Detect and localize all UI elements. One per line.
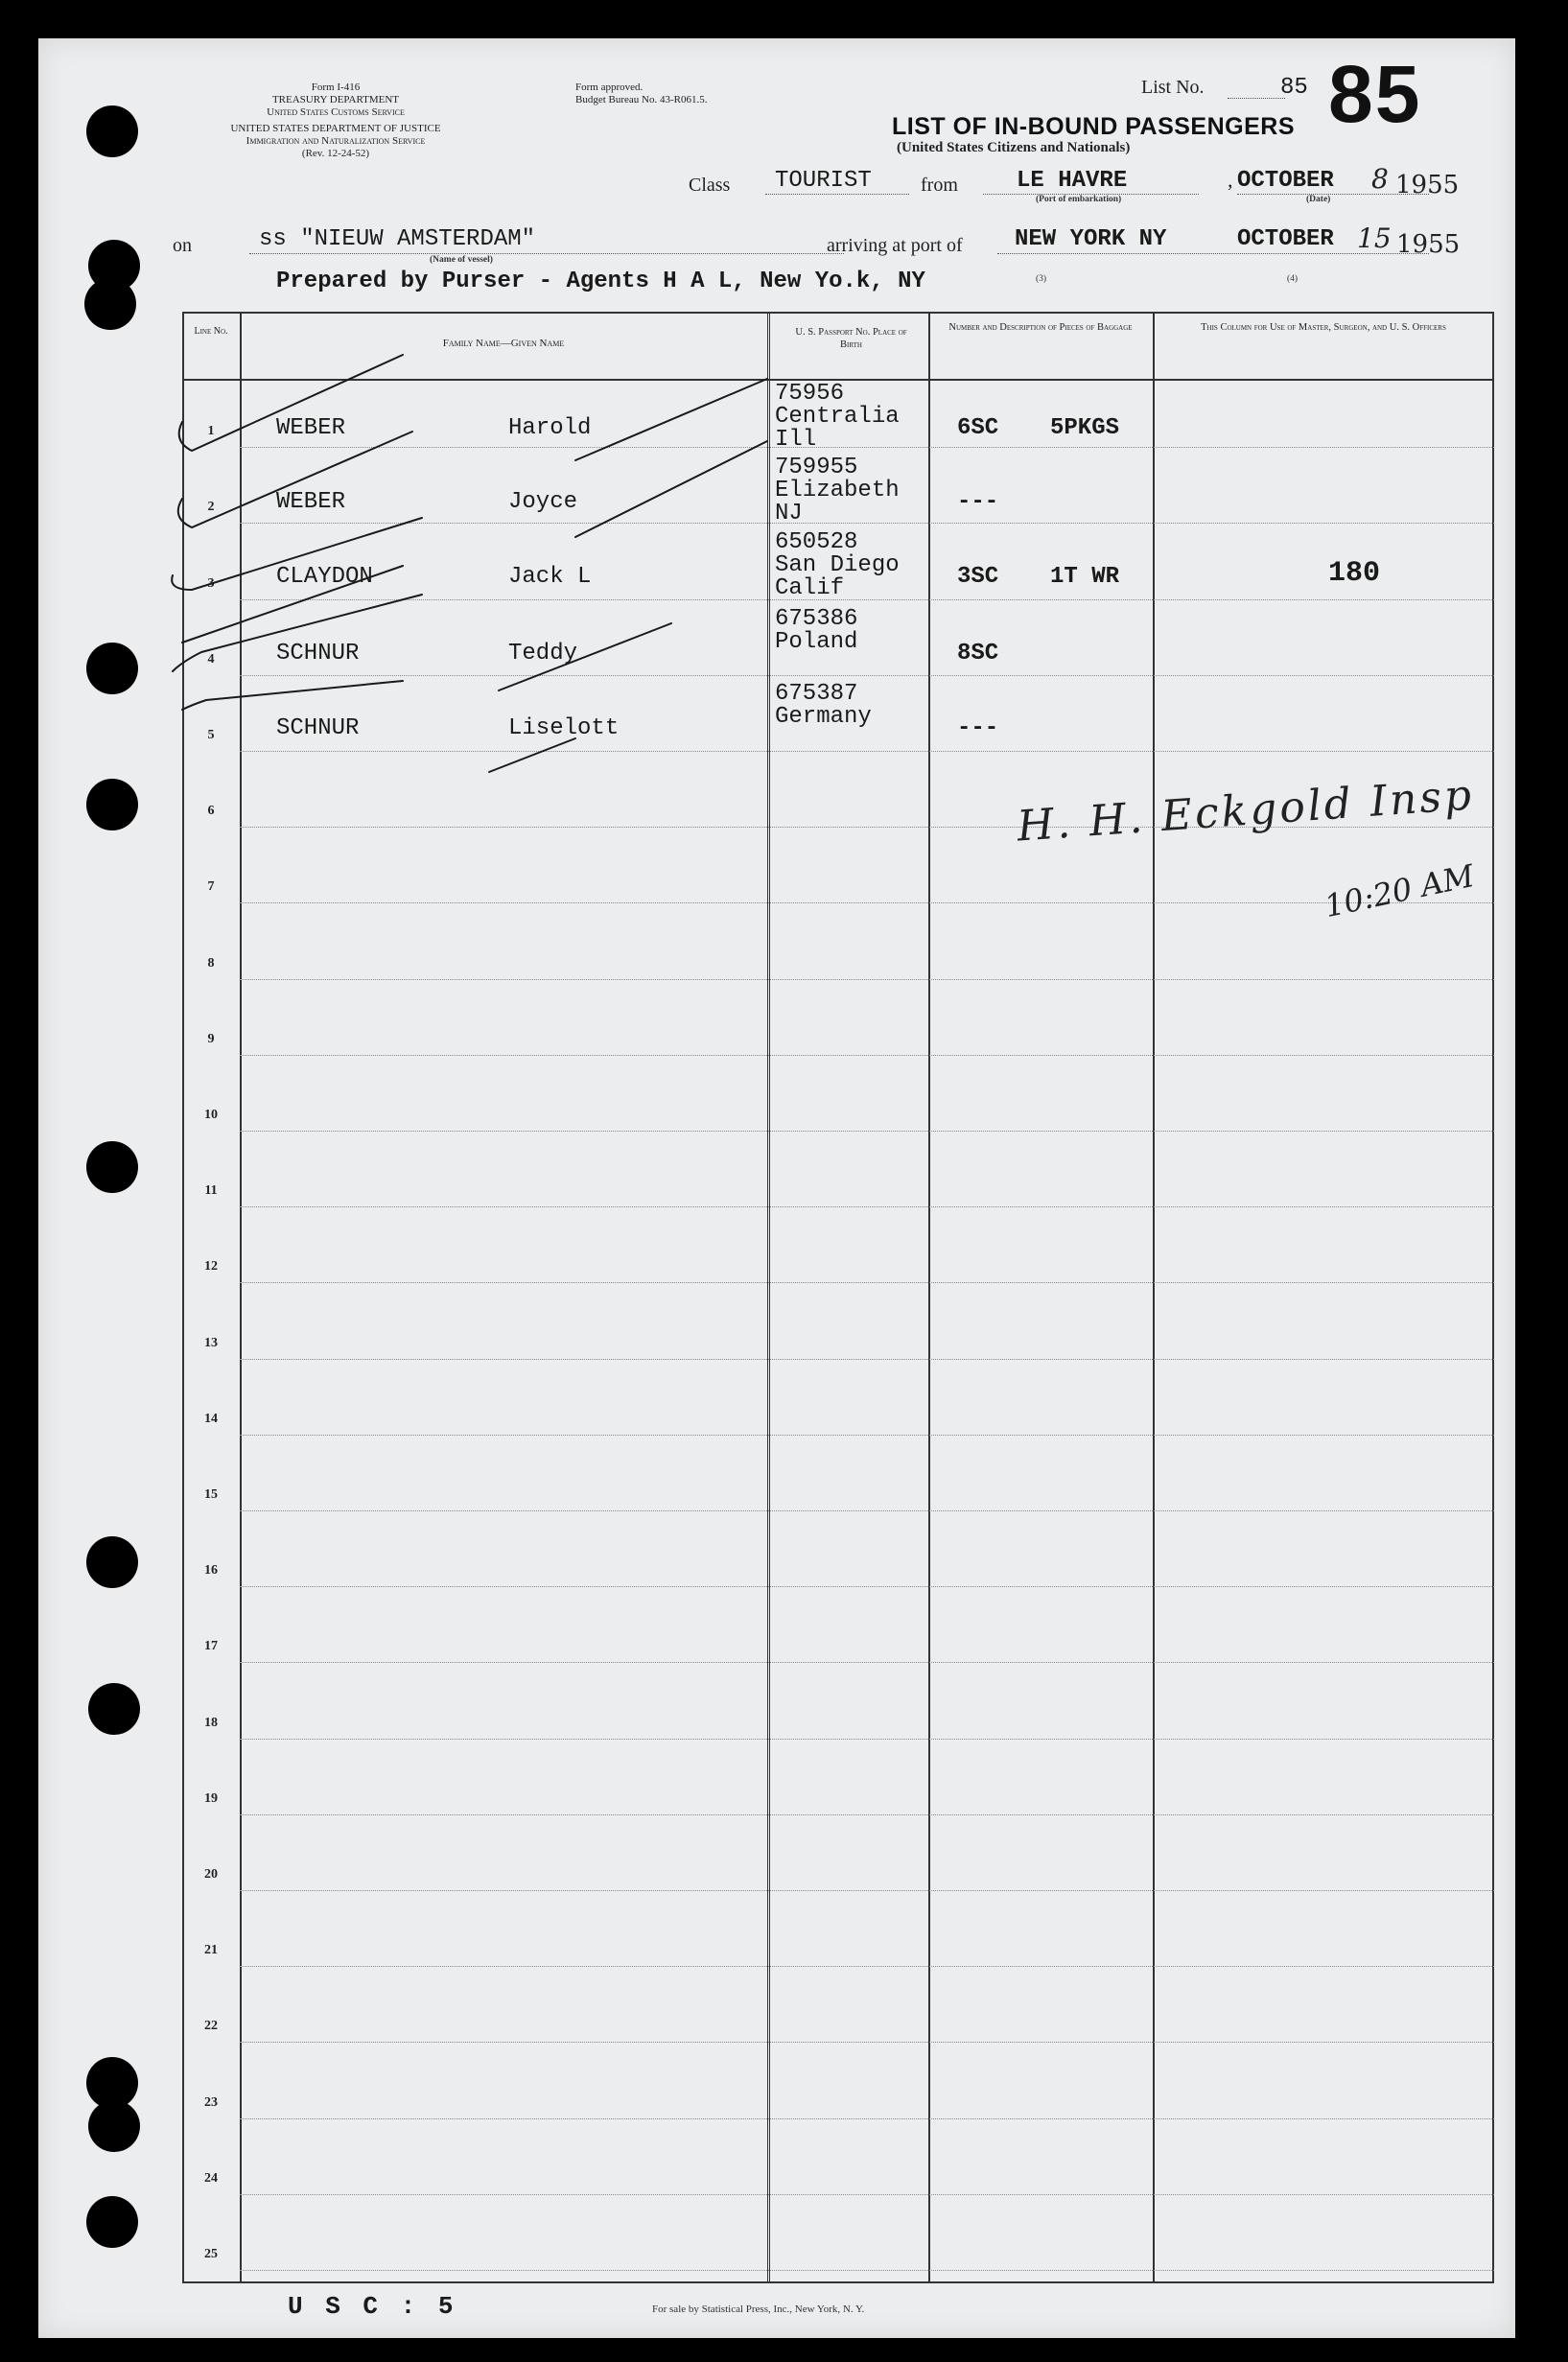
table-row-rule <box>240 1510 1494 1511</box>
budget-bureau-label: Budget Bureau No. 43-R061.5. <box>575 94 708 105</box>
line-number: 22 <box>204 2019 218 2034</box>
line-number: 16 <box>204 1563 218 1579</box>
baggage-description: 5PKGS <box>1050 415 1120 441</box>
col-header-name: Family Name—Given Name <box>442 338 565 349</box>
class-value: TOURIST <box>775 168 872 194</box>
printer-credit: For sale by Statistical Press, Inc., New York, N. Y. <box>652 2304 865 2315</box>
table-row-rule <box>240 2118 1494 2119</box>
arrival-port-value: NEW YORK NY <box>1015 226 1167 252</box>
punch-hole <box>88 2100 140 2152</box>
punch-hole <box>86 1141 138 1193</box>
passenger-family-name: CLAYDON <box>276 564 373 590</box>
line-number: 7 <box>207 879 215 895</box>
line-number: 3 <box>207 575 215 591</box>
passport-number: 759955 <box>775 455 858 480</box>
place-of-birth: Germany <box>775 704 872 730</box>
line-number: 13 <box>204 1335 218 1350</box>
date-caption: (Date) <box>1306 195 1331 204</box>
inspection-time: 10:20 AM <box>1321 856 1478 925</box>
footer-code: U S C : 5 <box>288 2292 457 2321</box>
place-of-birth: Elizabeth <box>775 478 900 503</box>
table-row-rule <box>240 1435 1494 1436</box>
departure-date-day: 8 <box>1371 163 1389 195</box>
passenger-given-name: Joyce <box>508 489 578 515</box>
table-row-rule <box>240 1814 1494 1815</box>
baggage-pieces: --- <box>957 715 999 741</box>
table-row-rule <box>240 1282 1494 1283</box>
line-number: 6 <box>207 804 215 819</box>
vessel-name: ss "NIEUW AMSTERDAM" <box>259 226 536 252</box>
col-header-passport: U. S. Passport No. Place of Birth <box>795 327 907 350</box>
place-of-birth-line-2: Calif <box>775 575 845 601</box>
line-number: 21 <box>204 1943 218 1958</box>
col-header-officers: This Column for Use of Master, Surgeon, and U. S. Officers <box>1201 322 1446 333</box>
table-row-rule <box>240 1131 1494 1132</box>
list-number-typed: 85 <box>1280 75 1308 101</box>
line-number: 25 <box>204 2247 218 2261</box>
line-number: 1 <box>207 424 215 439</box>
baggage-pieces: 8SC <box>957 641 999 667</box>
table-row-rule <box>240 902 1494 903</box>
col-header-line-no: Line No. <box>194 326 228 337</box>
passenger-given-name: Teddy <box>508 641 578 667</box>
treasury-label: TREASURY DEPARTMENT <box>271 94 400 105</box>
passport-number: 675386 <box>775 606 858 632</box>
line-number: 17 <box>204 1639 218 1654</box>
on-label: on <box>173 235 192 256</box>
justice-label: UNITED STATES DEPARTMENT OF JUSTICE <box>230 123 441 134</box>
list-number-stamp: 85 <box>1328 49 1422 139</box>
list-number-label: List No. <box>1141 77 1205 98</box>
place-of-birth: Centralia <box>775 404 900 430</box>
table-row-rule <box>240 2194 1494 2195</box>
document-page: Form I-416 TREASURY DEPARTMENT United States Customs Service UNITED STATES DEPARTMENT OF JUSTICE Immigration and Naturalization Service (Rev. 12-24-52) Form approved. Budget Bureau No. 43-R061.5. List No. 85 85 LIST OF IN-BOUND PASSENGERS (United States Citizens and Nationals) Class TOURIST from LE HAVRE (Port of embarkation) , OCTOBER 8 1955 (Date) on ss "NIEUW AMSTERDAM" (Name of vessel) arriving at port of NEW YORK NY OCTOBER 15 1955 Prepared by Purser - Agents H A L, New Yo.k, NY (3) (4) Line No. Family Name—Given Name U. S. Passport No. Place of Birth Number and Description of Pieces of Baggage This Column for Use of Master, Surgeon, and U. S. Officers 1 2 3 4 5 6 7 8 9 10 11 12 13 14 15 16 17 18 19 20 21 22 23 24 25 WEBER Harold 75956 Centralia Ill 6SC 5PKGS WEBER Joyce 759955 Elizabeth NJ --- CLAYDON Jack L 650528 San Diego Calif 3SC 1T WR 180 SCHNUR Teddy 675386 Poland 8SC SCHNUR Liselott 675387 Germany --- H. H. Eckgold Insp 10:20 AM U S C : 5 For sale by Statistical Press, Inc., New York, N. Y. <box>38 38 1515 2338</box>
customs-label: United States Customs Service <box>267 106 405 118</box>
baggage-pieces: 6SC <box>957 415 999 441</box>
arrival-date-day: 15 <box>1357 222 1392 254</box>
place-of-birth-line-2: NJ <box>775 501 803 526</box>
line-number: 14 <box>204 1411 218 1426</box>
tally-marks <box>38 38 1515 806</box>
table-row-rule <box>240 1739 1494 1740</box>
punch-hole <box>88 1683 140 1735</box>
table-row-rule <box>240 1359 1494 1360</box>
place-of-birth: Poland <box>775 629 858 655</box>
table-row-rule <box>240 1055 1494 1056</box>
table-row-rule <box>240 979 1494 980</box>
table-row-rule <box>240 1966 1494 1967</box>
line-number: 8 <box>207 955 215 971</box>
inspector-signature: H. H. Eckgold Insp <box>1015 770 1476 852</box>
line-number: 24 <box>204 2170 218 2186</box>
ins-label: Immigration and Naturalization Service <box>246 135 426 147</box>
table-row-rule <box>240 1206 1494 1207</box>
port-caption: (Port of embarkation) <box>1036 195 1122 204</box>
arrival-date-month: OCTOBER <box>1237 226 1334 252</box>
page-title: LIST OF IN-BOUND PASSENGERS <box>892 113 1296 140</box>
line-number: 20 <box>204 1867 218 1882</box>
punch-hole <box>86 1536 138 1588</box>
place-of-birth: San Diego <box>775 552 900 578</box>
col-header-baggage: Number and Description of Pieces of Baggage <box>948 322 1133 333</box>
form-number: Form I-416 <box>311 82 361 93</box>
arrival-date-year: 1955 <box>1396 230 1461 259</box>
prepared-by: Prepared by Purser - Agents H A L, New Yo.k, NY <box>276 269 925 294</box>
page-subtitle: (United States Citizens and Nationals) <box>897 140 1131 155</box>
caption-4: (4) <box>1287 274 1299 284</box>
line-number: 10 <box>204 1108 218 1122</box>
passenger-family-name: WEBER <box>276 489 346 515</box>
passport-number: 650528 <box>775 529 858 555</box>
form-approved-label: Form approved. <box>575 82 644 93</box>
passenger-given-name: Harold <box>508 415 592 441</box>
line-number: 5 <box>207 728 215 742</box>
punch-hole <box>86 2196 138 2248</box>
departure-date-year: 1955 <box>1395 171 1460 199</box>
line-number: 15 <box>204 1487 218 1502</box>
baggage-pieces: 3SC <box>957 564 999 590</box>
vessel-caption: (Name of vessel) <box>430 255 493 265</box>
port-of-embarkation-value: LE HAVRE <box>1017 168 1128 194</box>
class-label: Class <box>689 175 731 196</box>
line-number: 19 <box>204 1790 218 1806</box>
passenger-given-name: Jack L <box>508 564 592 590</box>
departure-date-month: OCTOBER <box>1237 168 1334 194</box>
officer-note: 180 <box>1328 557 1381 590</box>
baggage-pieces: --- <box>957 489 999 515</box>
line-number: 11 <box>204 1183 218 1199</box>
line-number: 12 <box>204 1259 218 1275</box>
passport-number: 75956 <box>775 381 845 407</box>
arriving-label: arriving at port of <box>827 235 963 256</box>
table-row-rule <box>240 1890 1494 1891</box>
passenger-family-name: SCHNUR <box>276 641 360 667</box>
table-row-rule <box>240 2042 1494 2043</box>
table-row-rule <box>240 1586 1494 1587</box>
line-number: 23 <box>204 2094 218 2110</box>
line-number: 4 <box>207 651 215 667</box>
line-number: 9 <box>207 1031 215 1046</box>
revision-label: (Rev. 12-24-52) <box>301 148 370 159</box>
line-number: 18 <box>204 1715 218 1730</box>
table-row-rule <box>240 2270 1494 2271</box>
baggage-description: 1T WR <box>1050 564 1120 590</box>
table-row-rule <box>240 1662 1494 1663</box>
passport-number: 675387 <box>775 681 858 707</box>
caption-3: (3) <box>1036 274 1047 284</box>
from-label: from <box>921 175 958 196</box>
passenger-given-name: Liselott <box>508 715 620 741</box>
place-of-birth-line-2: Ill <box>775 427 817 453</box>
line-number: 2 <box>207 500 215 515</box>
passenger-family-name: SCHNUR <box>276 715 360 741</box>
passenger-family-name: WEBER <box>276 415 346 441</box>
